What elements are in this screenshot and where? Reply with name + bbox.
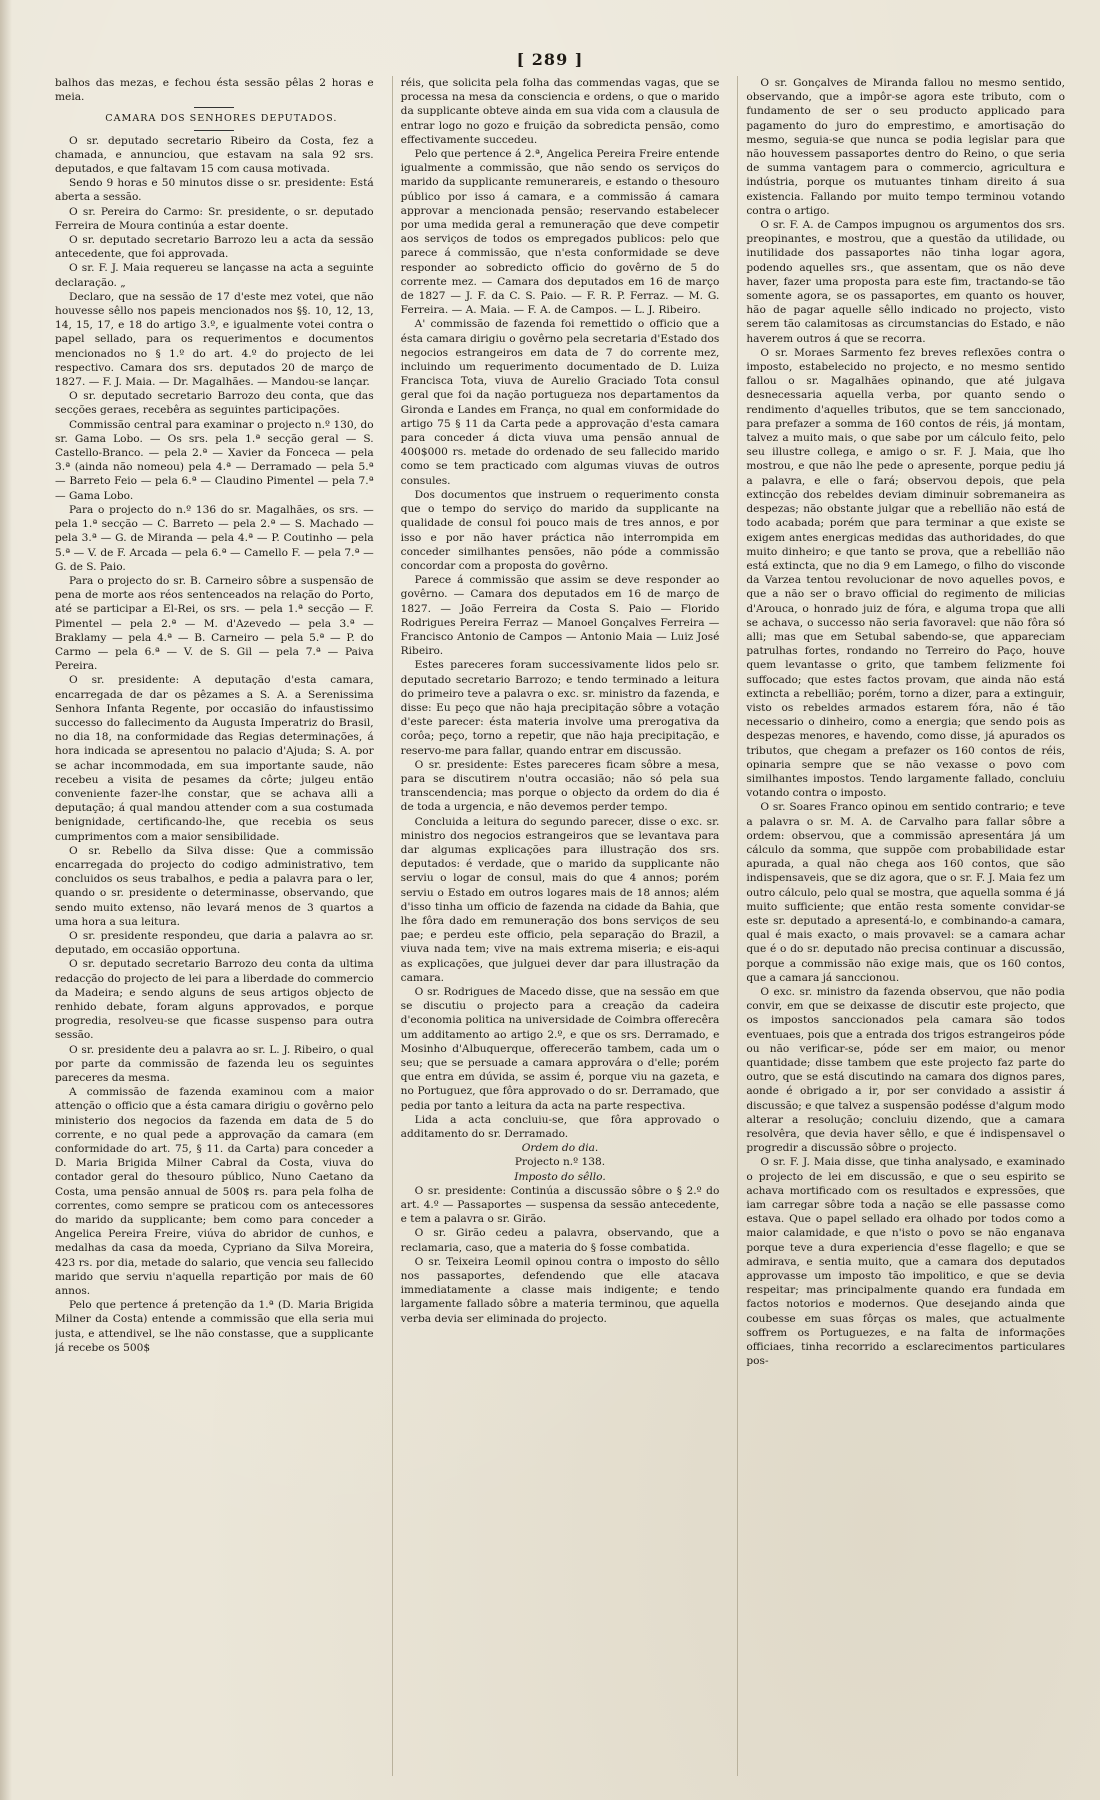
paragraph: O sr. Teixeira Leomil opinou contra o imposto do sêllo nos passaportes, defendendo que elle atacava immediatamente a classe mais indigente; e tendo largamente fallado sôbre a materia terminou, que aquella verba devia ser eliminada do projecto. <box>400 1255 720 1325</box>
paragraph: O sr. Rebello da Silva disse: Que a commissão encarregada do projecto do codigo administrativo, tem concluidos os seus trabalhos, e pedia a palavra para o ler, quando o sr. presidente o determinasse, observando, que sendo muito extenso, não levará menos de 3 quartos a uma hora a sua leitura. <box>55 844 374 928</box>
paragraph: Dos documentos que instruem o requerimento consta que o tempo do serviço do marido da supplicante na qualidade de consul foi pouco mais de tres annos, e por isso e por não haver práctica não interrompida em conceder similhantes pensões, não póde a commissão concordar com a proposta do govêrno. <box>400 488 720 572</box>
paragraph: Para o projecto do sr. B. Carneiro sôbre a suspensão de pena de morte aos réos sentenceados na relação do Porto, até se participar a El-Rei, os srs. — pela 1.ª secção — F. Pimentel — pela 2.ª — M. d'Azevedo — pela 3.ª — Braklamy — pela 4.ª — B. Carneiro — pela 5.ª — P. do Carmo — pela 6.ª — V. de S. Gil — pela 7.ª — Paiva Pereira. <box>55 574 374 673</box>
paragraph: O sr. presidente: Continúa a discussão sôbre o § 2.º do art. 4.º — Passaportes — suspensa da sessão antecedente, e tem a palavra o sr. Girão. <box>400 1184 720 1226</box>
paragraph: O sr. Gonçalves de Miranda fallou no mesmo sentido, observando, que a impôr-se agora este tributo, com o fundamento de ser o seu producto applicado para pagamento do juro do emprestimo, e amortisação do mesmo, seguia-se que nunca se podia legislar para que não houvessem passaportes dentro do Reino, o que seria de summa vantagem para o commercio, agricultura e indústria, porque os mutuantes tinham direito á sua existencia. Fallando por muito tempo terminou votando contra o artigo. <box>746 77 1066 217</box>
paragraph: A commissão de fazenda examinou com a maior attenção o officio que a ésta camara dirigiu o govêrno pelo ministerio dos negocios da fazenda em data de 5 do corrente, e no qual pede a approvação da camara (em conformidade do art. 75, § 11. da Carta) para conceder a D. Maria Brigida Milner Cabral da Costa, viuva do contador geral do thesouro público, Nuno Caetano da Costa, uma pensão annual de 500$ rs. para pela folha de correntes, como sempre se praticou com os antecessores do marido da supplicante; bem como para conceder a Angelica Pereira Freire, viúva do abridor de cunhos, e medalhas da casa da moeda, Cypriano da Silva Moreira, 423 rs. por dia, metade do salario, que vencia seu fallecido marido que serviu n'aquella repartição por mais de 60 annos. <box>55 1086 374 1298</box>
paragraph: O sr. presidente deu a palavra ao sr. L. J. Ribeiro, o qual por parte da commissão de fazenda leu os seguintes pareceres da mesma. <box>55 1043 374 1085</box>
paragraph: O sr. Pereira do Carmo: Sr. presidente, o sr. deputado Ferreira de Moura continúa a estar doente. <box>55 205 374 232</box>
text-columns <box>55 76 1065 1776</box>
paragraph: Concluida a leitura do segundo parecer, disse o exc. sr. ministro dos negocios estrangeiros que se levantava para dar algumas explicações para illustração dos srs. deputados: é verdade, que o marido da supplicante não serviu o logar de consul, mais do que 4 annos; porém serviu o Estado em outros logares mais de 18 annos; além d'isso tinha um officio de fazenda na cidade da Bahia, que lhe fôra dado em remuneração dos bons serviços de seu pae; e perdeu este officio, pela separação do Brazil, a viuva nada tem; vive na mais extrema miseria; e eis-aqui as explicações, que julguei dever dar para illustração da camara. <box>400 815 720 984</box>
heading-rule <box>194 107 234 108</box>
paragraph: O sr. deputado secretario Barrozo deu conta da ultima redacção do projecto de lei para a liberdade do commercio da Madeira; e sendo alguns de seus artigos objecto de renhido debate, foram alguns approvados, e porque progredia, resolveu-se que ficasse suspenso para outra sessão. <box>55 958 374 1042</box>
paragraph: Parece á commissão que assim se deve responder ao govêrno. — Camara dos deputados em 16 de março de 1827. — João Ferreira da Costa S. Paio — Florido Rodrigues Pereira Ferraz — Manoel Gonçalves Ferreira — Francisco Antonio de Campos — Antonio Maia — Luiz José Ribeiro. <box>400 574 720 658</box>
column-right <box>737 76 1065 1776</box>
paragraph: O exc. sr. ministro da fazenda observou, que não podia convir, em que se deixasse de discutir este projecto, que os impostos sanccionados pela camara são todos eventuaes, pois que a entrada dos trigos estrangeiros póde ou não verificar-se, póde ser em maior, ou menor quantidade; disse tambem que este projecto faz parte do outro, que se está discutindo na camara dos dignos pares, aonde é obrigado a ir, por ser convidado a assistir á discussão; e que talvez a suspensão podésse d'algum modo alterar a resolução; concluiu dizendo, que a camara resolvêra, que devia haver sêllo, e que é indispensavel o progredir a discussão sôbre o projecto. <box>746 986 1066 1155</box>
paragraph: Pelo que pertence á 2.ª, Angelica Pereira Freire entende igualmente a commissão, que não sendo os serviços do marido da supplicante remunerareis, e estando o thesouro público por isso á camara, e a commissão á camara approvar a mencionada pensão; reservando estabelecer por uma medida geral a remuneração que deve competir aos serviços de todos os empregados publicos: pelo que parece á commissão, que n'esta conformidade se deve responder ao sobredicto officio do govêrno de 5 do corrente mez. — Camara dos deputados em 16 de março de 1827 — J. F. da C. S. Paio. — F. R. P. Ferraz. — M. G. Ferreira. — A. Maia. — F. A. de Campos. — L. J. Ribeiro. <box>400 148 720 317</box>
paragraph: O sr. deputado secretario Ribeiro da Costa, fez a chamada, e annunciou, que estavam na sala 92 srs. deputados, e que faltavam 15 com causa motivada. <box>55 134 374 176</box>
paragraph: A' commissão de fazenda foi remettido o officio que a ésta camara dirigiu o govêrno pela secretaria d'Estado dos negocios estrangeiros em data de 7 do corrente mez, incluindo um requerimento documentado de D. Luiza Francisca Tota, viuva de Aurelio Graciado Tota consul geral que foi da nação portugueza nos departamentos da Gironda e Landes em França, no qual em conformidade do artigo 75 § 11 da Carta pede a approvação d'esta camara para conceder á dicta viuva uma pensão annual de 400$000 rs. metade do ordenado de seu fallecido marido como se tem practicado com algumas viuvas de outros consules. <box>400 318 720 487</box>
paragraph: O sr. Soares Franco opinou em sentido contrario; e teve a palavra o sr. M. A. de Carvalho para fallar sôbre a ordem: observou, que a commissão apresentára já um cálculo da somma, que suppõe com probabilidade estar apurada, a qual não chega aos 160 contos, que são indispensaveis, que se diz agora, que o sr. F. J. Maia fez um outro cálculo, pelo qual se mostra, que aquella somma é já muito sufficiente; que então resta somente convidar-se este sr. deputado a apresentá-lo, e combinando-a camara, qual é mais exacto, o mais provavel: se a camara achar que é o do sr. deputado não precisa continuar a discussão, porque a commissão não exige mais, que os 160 contos, que a camara já sanccionou. <box>746 801 1066 984</box>
paragraph: Para o projecto do n.º 136 do sr. Magalhães, os srs. — pela 1.ª secção — C. Barreto — pela 2.ª — S. Machado — pela 3.ª — G. de Miranda — pela 4.ª — P. Coutinho — pela 5.ª — V. de F. Arcada — pela 6.ª — Camello F. — pela 7.ª — G. de S. Paio. <box>55 503 374 573</box>
column-middle <box>392 76 720 1776</box>
subheading: Ordem do dia. <box>521 1142 599 1155</box>
paragraph: O sr. presidente: A deputação d'esta camara, encarregada de dar os pêzames a S. A. a Serenissima Senhora Infanta Regente, por occasião do infaustissimo successo do fallecimento da Augusta Imperatriz do Brasil, no dia 18, na conformidade das Regias determinações, á hora indicada se apresentou no palacio d'Ajuda; S. A. por se achar incommodada, em sua importante saude, não recebeu a visita de pesames da côrte; julgeu então conveniente fazer-lhe constar, que se achava alli a deputação; á qual mandou attender com a sua costumada benignidade, certificando-lhe, que recebia os seus cumprimentos com a maior sensibilidade. <box>55 674 374 843</box>
page-number: [ 289 ] <box>516 50 584 69</box>
paragraph: O sr. deputado secretario Barrozo deu conta, que das secções geraes, recebêra as seguintes participações. <box>55 390 374 417</box>
section-heading: CAMARA DOS SENHORES DEPUTADOS. <box>105 113 338 125</box>
paragraph: Sendo 9 horas e 50 minutos disse o sr. presidente: Está aberta a sessão. <box>55 177 374 204</box>
paragraph: Projecto n.º 138. <box>514 1156 606 1169</box>
paragraph: Lida a acta concluiu-se, que fôra approvado o additamento do sr. Derramado. <box>400 1113 720 1141</box>
paragraph: O sr. Girão cedeu a palavra, observando, que a reclamaria, caso, que a materia do § fosse combatida. <box>400 1227 720 1254</box>
heading-rule <box>194 130 234 131</box>
paragraph: Estes pareceres foram successivamente lidos pelo sr. deputado secretario Barrozo; e tendo terminado a leitura do primeiro teve a palavra o exc. sr. ministro da fazenda, e disse: Eu peço que não haja precipitação sôbre a votação d'este parecer: ésta materia involve uma prerogativa da corôa; peço, torno a repetir, que não haja precipitação, e reservo-me para fallar, quando entrar em discussão. <box>400 659 720 757</box>
paragraph: Declaro, que na sessão de 17 d'este mez votei, que não houvesse sêllo nos papeis mencionados nos §§. 10, 12, 13, 14, 15, 17, e 18 do artigo 3.º, e igualmente votei contra o papel sellado, para os requerimentos e documentos mencionados no § 1.º do art. 4.º do projecto de lei respectivo. Camara dos srs. deputados 20 de março de 1827. — F. J. Maia. — Dr. Magalhães. — Mandou-se lançar. <box>55 290 374 389</box>
page-edge-shadow <box>0 0 12 1800</box>
paragraph: balhos das mezas, e fechou ésta sessão pêlas 2 horas e meia. <box>55 77 374 104</box>
paragraph: O sr. presidente respondeu, que daria a palavra ao sr. deputado, em occasião opportuna. <box>55 929 374 957</box>
column-left <box>55 76 374 1776</box>
paragraph: O sr. Moraes Sarmento fez breves reflexões contra o imposto, estabelecido no projecto, e no mesmo sentido fallou o sr. Magalhães opinando, que até julgava desnecessaria aquella verba, por quanto sendo o rendimento d'aquelles tributos, que se tem sanccionado, para prefazer a somma de 160 contos de réis, já montam, talvez a muito mais, o que sabe por um cálculo feito, pelo seu illustre collega, e amigo o sr. F. J. Maia, que lho mostrou, e que não lhe pede o apresente, porque pediu já a palavra, e elle o fará; observou depois, que pela extincção dos rebeldes deviam diminuir sobremaneira as despezas; não obstante julgar que a rebellião não está de todo acabada; porém que para terminar a que existe se exigem antes energicas medidas das authoridades, do que muito dinheiro; e que tanto se prova, que a rebellião não está extincta, que no dia 9 em Lamego, o filho do visconde da Varzea tentou revolucionar de novo aquelles povos, e que a não ser o bravo official do regimento de milicias d'Arouca, o honrado juiz de fóra, e alguma tropa que alli se achava, o successo não seria favoravel: que não fôra só alli; mas que em Setubal sabendo-se, que appareciam patrulhas fortes, rondando no Terreiro do Paço, houve quem levantasse o grito, que tambem felizmente foi suffocado; que estes factos provam, que ainda não está extincta a rebellião; porém, torno a dizer, para a extinguir, visto os rebeldes armados estarem fóra, não é tão necessario o dinheiro, como a energia; que sendo pois as despezas menores, e havendo, como disse, já apurados os tributos, que chegam a prefazer os 160 contos de réis, opinaria sempre que se não vexasse o povo com similhantes impostos. Tendo largamente fallado, concluiu votando contra o imposto. <box>746 346 1066 800</box>
paragraph: O sr. Rodrigues de Macedo disse, que na sessão em que se discutiu o projecto para a creação da cadeira d'economia politica na universidade de Coimbra offerecêra um additamento ao artigo 2.º, e que os srs. Derramado, e Mosinho d'Albuquerque, offerecerão tambem, cada um o seu; que se persuade a camara approvára o d'elle; porém que entra em dúvida, se assim é, porque viu na gazeta, e no Portuguez, que fôra approvado o do sr. Derramado, que pedia por tanto a leitura da acta na parte respectiva. <box>400 986 720 1112</box>
paragraph: réis, que solicita pela folha das commendas vagas, que se processa na mesa da consciencia e ordens, o que o marido da supplicante obteve ainda em sua vida com a clausula de entrar logo no gozo e fruição da sobredicta pensão, como effectivamente succedeu. <box>400 77 720 146</box>
paragraph: Pelo que pertence á pretenção da 1.ª (D. Maria Brigida Milner da Costa) entende a commissão que ella seria mui justa, e attendivel, se lhe não constasse, que a supplicante já recebe os 500$ <box>55 1299 374 1354</box>
paragraph: O sr. F. J. Maia disse, que tinha analysado, e examinado o projecto de lei em discussão, e que o seu espirito se achava mortificado com os resultados e expressões, que iam carregar sôbre toda a nação se elle passasse como estava. Que o papel sellado era olhado por todos como a maior calamidade, e que n'isto o povo se não enganava porque teve a dura experiencia d'esse flagello; e que se admirava, e sentia muito, que a camara dos deputados approvasse um imposto tão impolitico, e que se devia respeitar; mas principalmente quando era fundada em factos notorios e modernos. Que desejando ainda que coubesse em suas fôrças os males, que actualmente soffrem os Portuguezes, e na falta de informações officiaes, tinha recorrido a esclarecimentos particulares pos- <box>746 1156 1066 1368</box>
paragraph: O sr. F. J. Maia requereu se lançasse na acta a seguinte declaração. „ <box>55 262 374 289</box>
paragraph: O sr. F. A. de Campos impugnou os argumentos dos srs. preopinantes, e mostrou, que a questão da utilidade, ou inutilidade dos passaportes não tinha logar agora, podendo aquelles srs., que assentam, que os não deve haver, fazer uma proposta para este fim, tractando-se tão somente agora, se os passaportes, em quanto os houver, hão de pagar aquelle sêllo indicado no projecto, visto serem tão calamitosas as circumstancias do Estado, e não haverem outros á que se recorra. <box>746 219 1066 345</box>
paragraph: O sr. presidente: Estes pareceres ficam sôbre a mesa, para se discutirem n'outra occasião; não só pela sua transcendencia; mas porque o objecto da ordem do dia é de toda a urgencia, e não devemos perder tempo. <box>400 758 720 814</box>
paragraph: Commissão central para examinar o projecto n.º 130, do sr. Gama Lobo. — Os srs. pela 1.ª secção geral — S. Castello-Branco. — pela 2.ª — Xavier da Fonceca — pela 3.ª (ainda não nomeou) pela 4.ª — Derramado — pela 5.ª — Barreto Feio — pela 6.ª — Claudino Pimentel — pela 7.ª — Gama Lobo. <box>55 418 374 502</box>
paragraph: O sr. deputado secretario Barrozo leu a acta da sessão antecedente, que foi approvada. <box>55 234 374 261</box>
subheading: Imposto do sêllo. <box>514 1170 606 1183</box>
